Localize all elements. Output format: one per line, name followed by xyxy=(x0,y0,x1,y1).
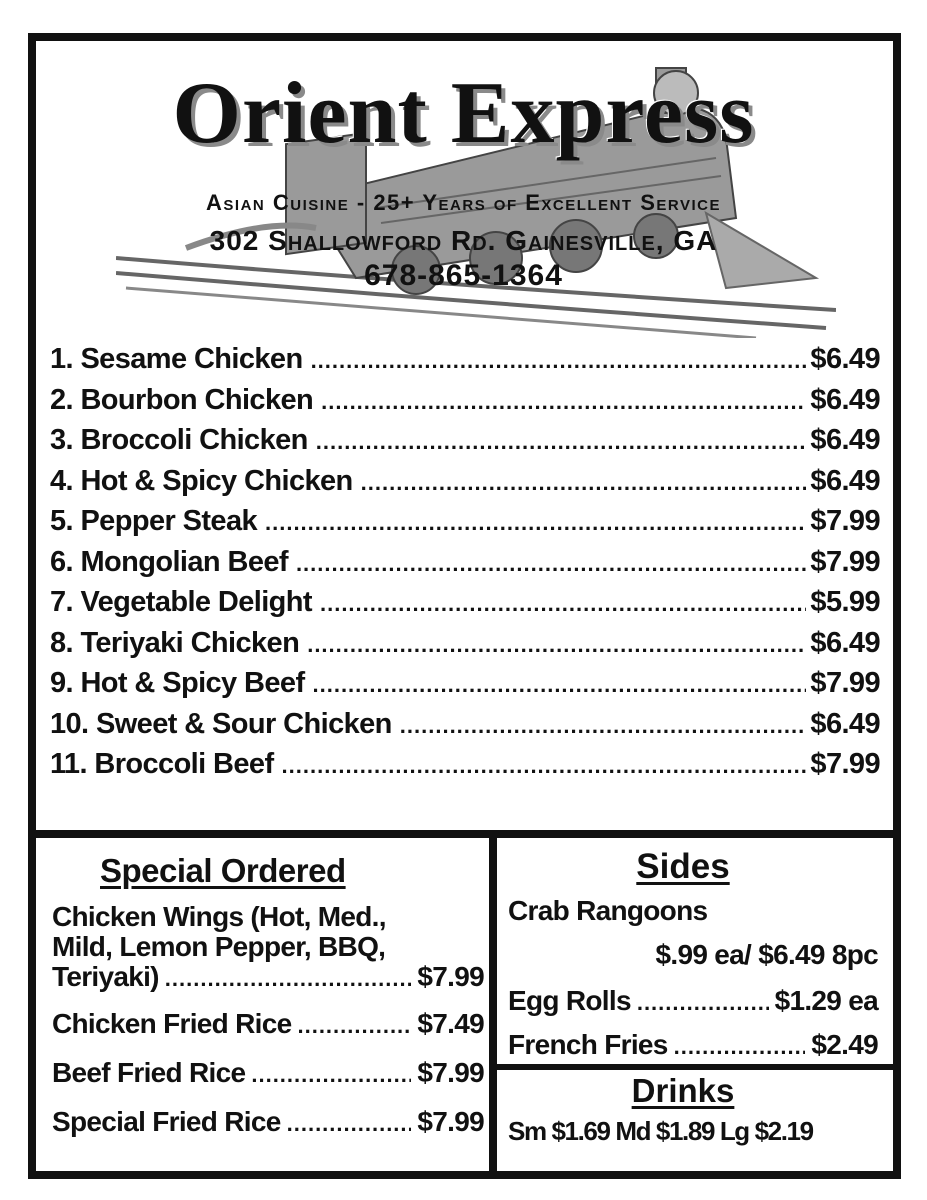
egg-rolls-price: $1.29 ea xyxy=(774,985,878,1016)
restaurant-title: Orient Express xyxy=(172,65,755,162)
drinks-heading: Drinks xyxy=(631,1072,735,1109)
menu-item-price: $7.99 xyxy=(810,545,880,578)
wings-line-2: Mild, Lemon Pepper, BBQ, xyxy=(52,931,386,962)
dot-leader xyxy=(311,348,807,374)
dot-leader xyxy=(321,389,806,415)
dot-leader xyxy=(313,672,807,698)
dot-leader xyxy=(165,964,412,994)
menu-item-name: 2. Bourbon Chicken xyxy=(50,383,314,416)
special-item-price: $7.99 xyxy=(417,1106,484,1137)
tagline: Asian Cuisine - 25+ Years of Excellent Service xyxy=(206,190,721,215)
dot-leader xyxy=(320,591,806,617)
crab-rangoons-name: Crab Rangoons xyxy=(508,895,708,926)
menu-item xyxy=(50,384,880,425)
dot-leader xyxy=(296,551,806,577)
wings-line-1: Chicken Wings (Hot, Med., xyxy=(52,901,386,932)
dot-leader xyxy=(400,713,807,739)
dot-leader xyxy=(287,1109,412,1139)
french-fries-price: $2.49 xyxy=(811,1029,878,1060)
sides-heading: Sides xyxy=(636,847,730,886)
wings-price-row xyxy=(52,962,484,994)
special-ordered-section xyxy=(52,902,484,1139)
menu-item-name: 3. Broccoli Chicken xyxy=(50,424,308,456)
menu-item-price: $6.49 xyxy=(810,424,880,456)
menu-item xyxy=(50,465,880,506)
menu-item-name: 8. Teriyaki Chicken xyxy=(50,626,300,659)
menu-item-price: $6.49 xyxy=(810,383,880,416)
special-item-name: Special Fried Rice xyxy=(52,1106,281,1137)
dot-leader xyxy=(637,990,769,1016)
menu-item-name: 7. Vegetable Delight xyxy=(50,586,312,618)
menu-item-price: $5.99 xyxy=(810,586,880,618)
egg-rolls-name: Egg Rolls xyxy=(508,985,631,1016)
sides-section xyxy=(508,895,878,1061)
menu-item-name: 4. Hot & Spicy Chicken xyxy=(50,464,353,497)
menu-item xyxy=(50,424,880,465)
menu-item-name: 1. Sesame Chicken xyxy=(50,343,303,375)
special-ordered-heading: Special Ordered xyxy=(100,852,346,889)
special-item xyxy=(52,1107,484,1139)
dot-leader xyxy=(316,429,807,455)
menu-item-name: 6. Mongolian Beef xyxy=(50,545,288,578)
dot-leader xyxy=(297,1011,411,1041)
menu-item xyxy=(50,546,880,587)
menu-item-price: $7.99 xyxy=(810,505,880,537)
phone-number: 678-865-1364 xyxy=(364,259,563,292)
menu-item-name: 5. Pepper Steak xyxy=(50,505,257,537)
dot-leader xyxy=(307,632,806,658)
menu-item xyxy=(50,586,880,627)
address: 302 Shallowford Rd. Gainesville, GA xyxy=(209,225,718,256)
special-item-price: $7.99 xyxy=(417,1057,484,1088)
menu-item-name: 9. Hot & Spicy Beef xyxy=(50,667,305,699)
menu-item-name: 11. Broccoli Beef xyxy=(50,748,274,780)
column-divider xyxy=(489,838,497,1179)
special-item xyxy=(52,1009,484,1041)
french-fries-row xyxy=(508,1029,878,1061)
wings-line-3: Teriyaki) xyxy=(52,961,159,992)
menu-item-price: $6.49 xyxy=(810,626,880,659)
menu-item xyxy=(50,505,880,546)
menu-item-price: $6.49 xyxy=(810,707,880,740)
menu-item xyxy=(50,708,880,749)
dot-leader xyxy=(282,753,807,779)
special-item-price: $7.49 xyxy=(417,1008,484,1039)
menu-item xyxy=(50,627,880,668)
special-item-name: Beef Fried Rice xyxy=(52,1057,246,1088)
section-divider xyxy=(28,830,901,838)
french-fries-name: French Fries xyxy=(508,1029,668,1060)
dot-leader xyxy=(265,510,806,536)
menu-item-price: $6.49 xyxy=(810,343,880,375)
menu-item xyxy=(50,343,880,384)
dot-leader xyxy=(251,1060,411,1090)
menu-item xyxy=(50,748,880,789)
special-item xyxy=(52,1058,484,1090)
menu-item-price: $7.99 xyxy=(810,667,880,699)
drinks-prices: Sm $1.69 Md $1.89 Lg $2.19 xyxy=(508,1116,813,1146)
main-menu-list xyxy=(50,343,880,789)
egg-rolls-row xyxy=(508,985,878,1029)
menu-item-price: $7.99 xyxy=(810,748,880,780)
menu-item-price: $6.49 xyxy=(810,464,880,497)
dot-leader xyxy=(361,470,807,496)
wings-price: $7.99 xyxy=(417,961,484,992)
sides-drinks-divider xyxy=(497,1064,901,1070)
special-item-name: Chicken Fried Rice xyxy=(52,1008,292,1039)
menu-item-name: 10. Sweet & Sour Chicken xyxy=(50,707,392,740)
dot-leader xyxy=(674,1034,806,1060)
crab-rangoons-price: $.99 ea/ $6.49 8pc xyxy=(655,939,878,970)
menu-item xyxy=(50,667,880,708)
